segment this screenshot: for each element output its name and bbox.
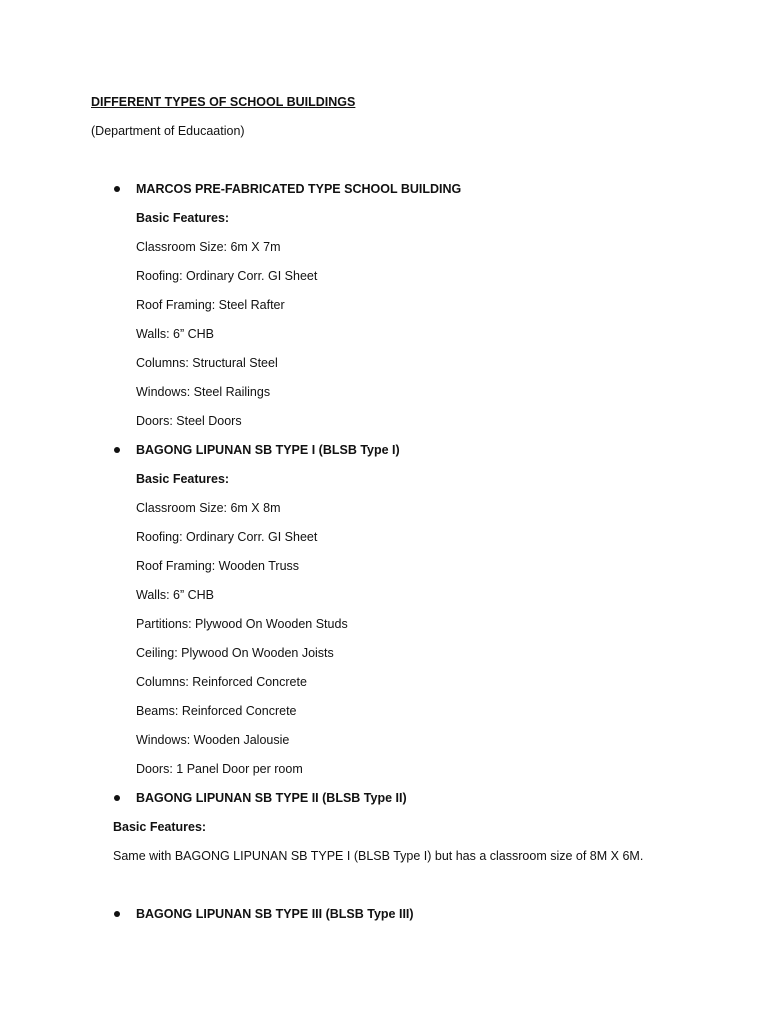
feature-item: Beams: Reinforced Concrete [136, 704, 297, 718]
feature-item: Roof Framing: Wooden Truss [136, 559, 300, 573]
feature-item: Roofing: Ordinary Corr. GI Sheet [136, 269, 318, 283]
feature-item: Roofing: Ordinary Corr. GI Sheet [136, 530, 318, 544]
feature-item: Windows: Steel Railings [136, 385, 271, 399]
feature-item: Windows: Wooden Jalousie [136, 733, 290, 747]
feature-item: Doors: Steel Doors [136, 414, 242, 428]
section-heading: BAGONG LIPUNAN SB TYPE II (BLSB Type II) [136, 791, 407, 805]
section-text: Same with BAGONG LIPUNAN SB TYPE I (BLSB Type I) but has a classroom size of 8M X 6M. [113, 849, 644, 863]
feature-item: Doors: 1 Panel Door per room [136, 762, 303, 776]
feature-item: Classroom Size: 6m X 8m [136, 501, 281, 515]
bullet-icon [114, 795, 120, 801]
section-heading: BAGONG LIPUNAN SB TYPE I (BLSB Type I) [136, 443, 400, 457]
feature-item: Walls: 6” CHB [136, 327, 215, 341]
features-label: Basic Features: [113, 820, 207, 834]
feature-item: Walls: 6” CHB [136, 588, 215, 602]
features-label: Basic Features: [136, 472, 230, 486]
section-heading: BAGONG LIPUNAN SB TYPE III (BLSB Type III) [136, 907, 414, 921]
feature-item: Ceiling: Plywood On Wooden Joists [136, 646, 334, 660]
feature-item: Roof Framing: Steel Rafter [136, 298, 285, 312]
document-subtitle: (Department of Educaation) [91, 124, 245, 138]
feature-item: Columns: Reinforced Concrete [136, 675, 307, 689]
bullet-icon [114, 186, 120, 192]
feature-item: Partitions: Plywood On Wooden Studs [136, 617, 348, 631]
bullet-icon [114, 447, 120, 453]
feature-item: Classroom Size: 6m X 7m [136, 240, 281, 254]
features-label: Basic Features: [136, 211, 230, 225]
document-title: DIFFERENT TYPES OF SCHOOL BUILDINGS [91, 95, 356, 109]
feature-item: Columns: Structural Steel [136, 356, 278, 370]
section-heading: MARCOS PRE-FABRICATED TYPE SCHOOL BUILDING [136, 182, 462, 196]
bullet-icon [114, 911, 120, 917]
